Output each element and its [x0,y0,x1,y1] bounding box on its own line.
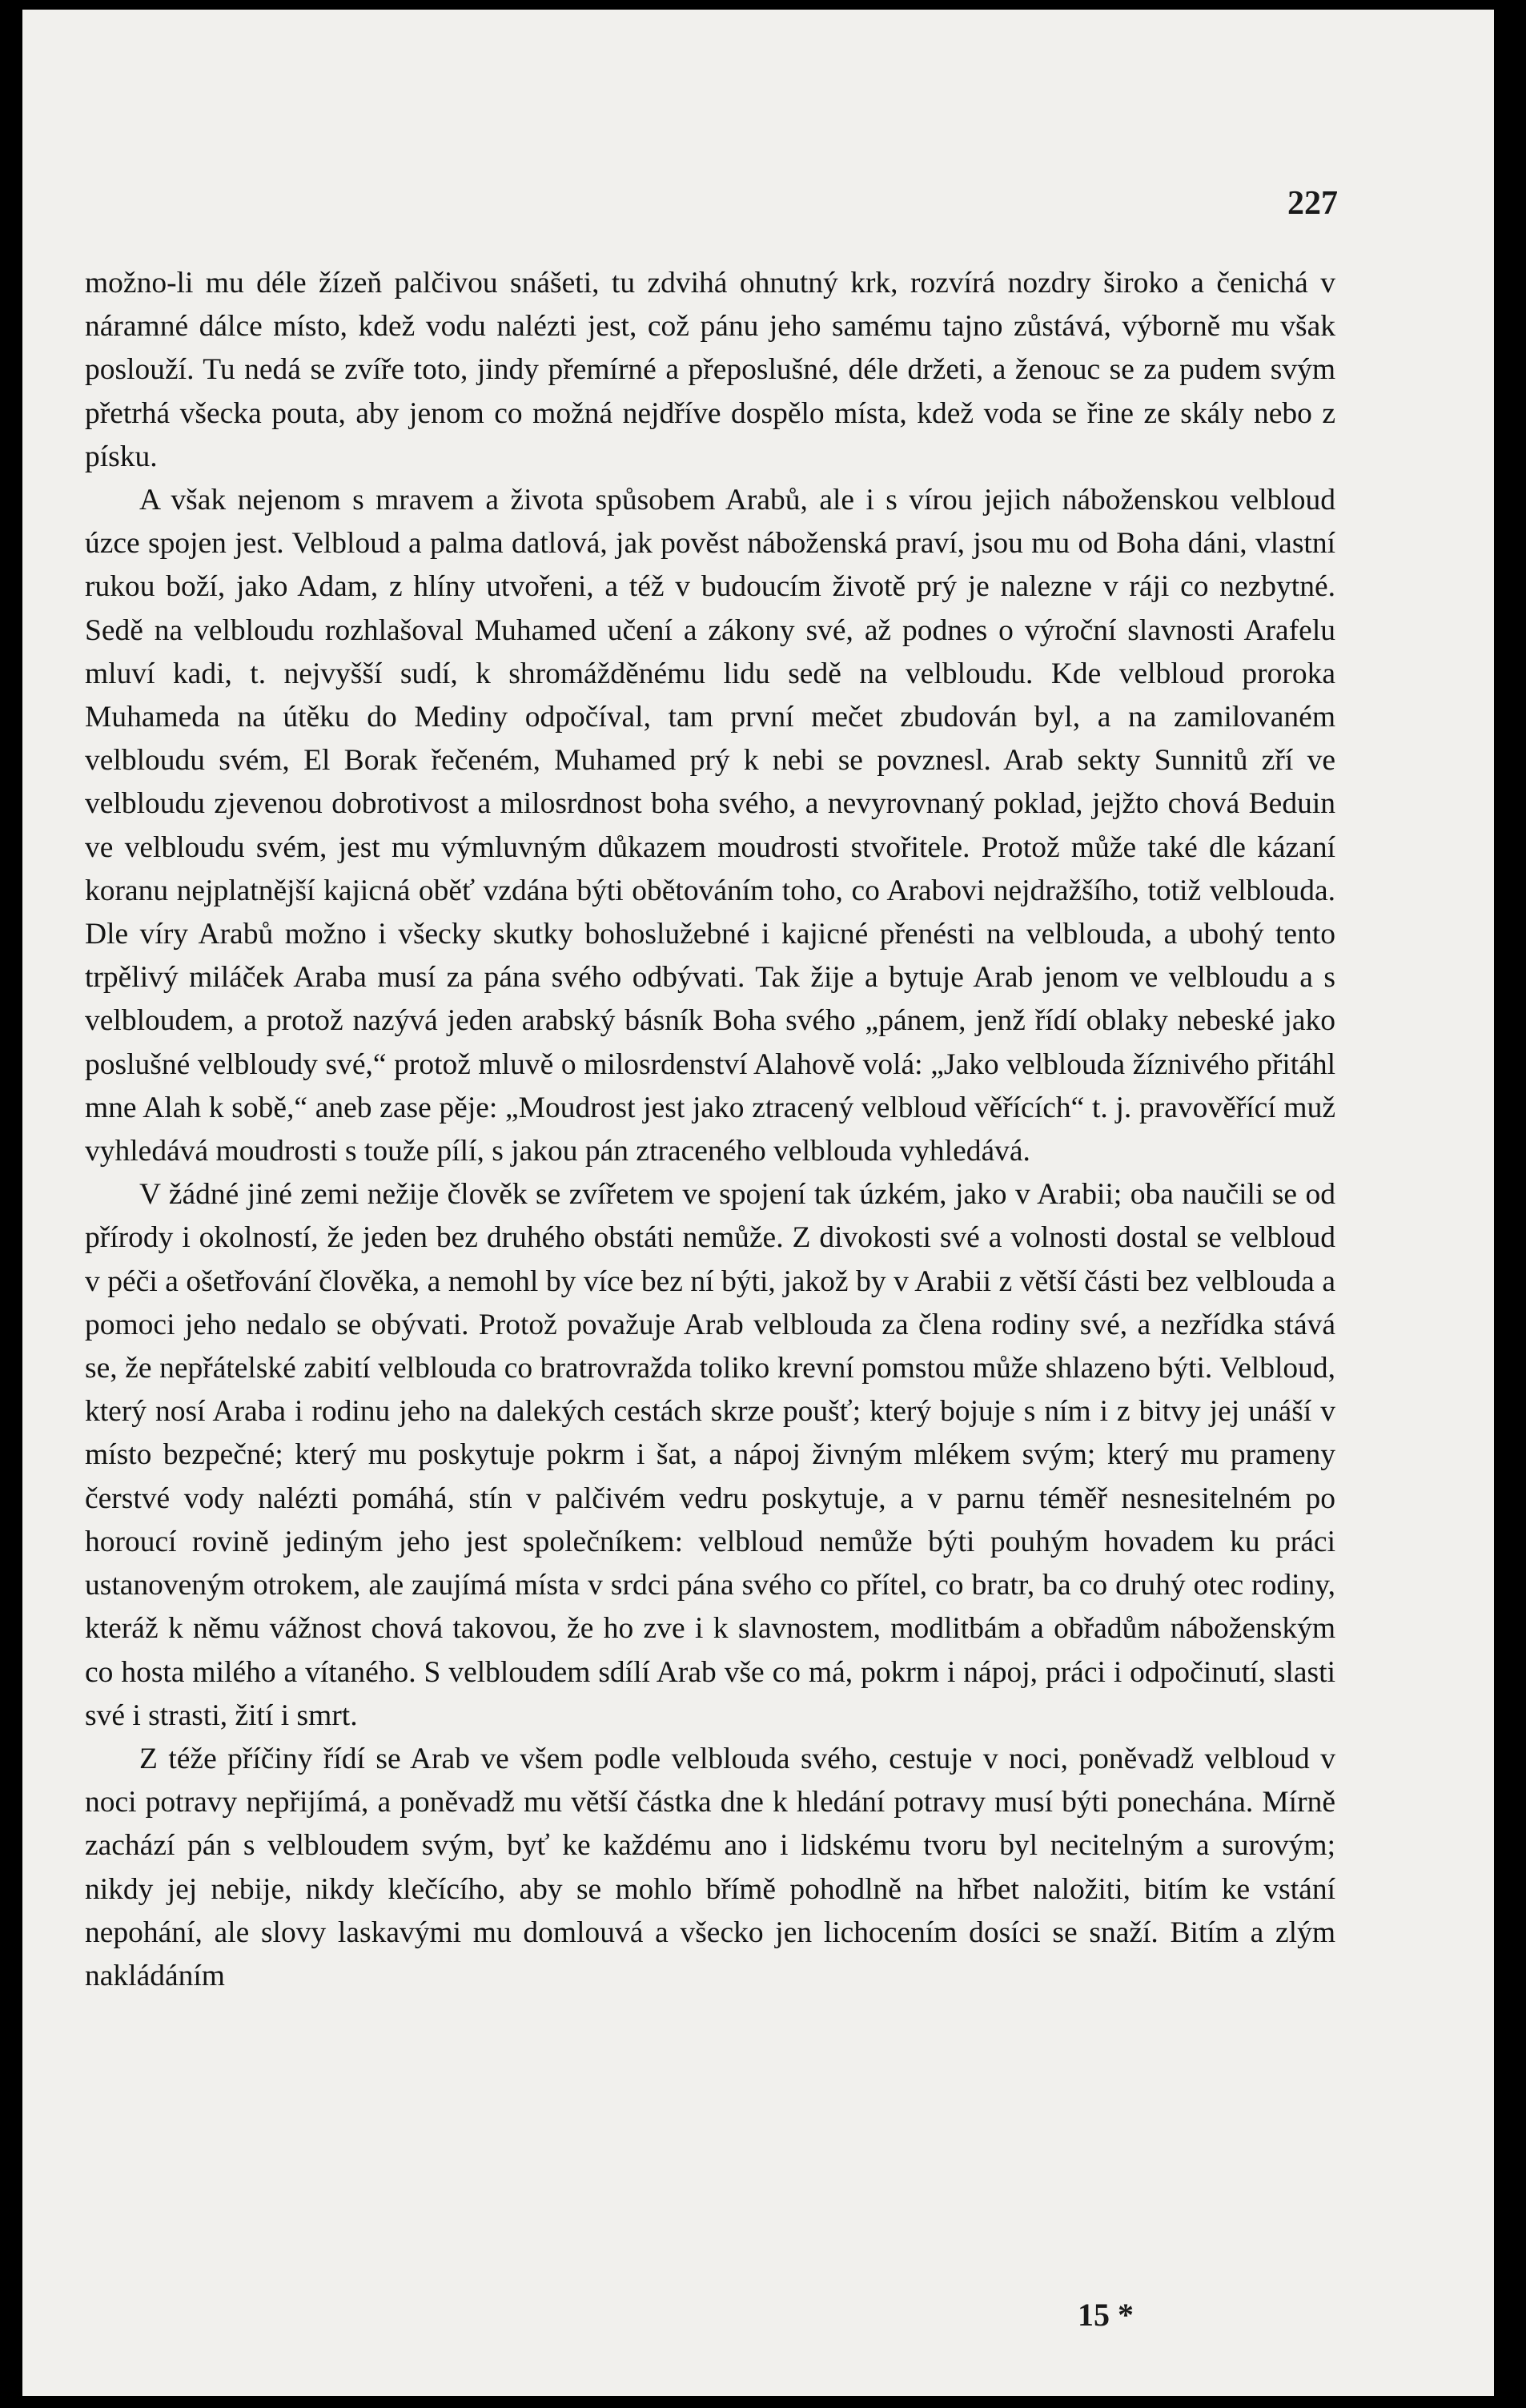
body-text [85,262,1335,1998]
paragraph-2: A však nejenom s mravem a života spůsobem Arabů, ale i s vírou jejich náboženskou velbloud úzce spojen jest. Velbloud a palma datlová, jak pověst náboženská praví, jsou mu od Boha dáni, vlastní rukou boží, jako Adam, z hlíny utvořeni, a též v budoucím životě prý je nalezne v ráji co nezbytné. Sedě na velbloudu rozhlašoval Muhamed učení a zákony své, až podnes o výroční slavnosti Arafelu mluví kadi, t. nejvyšší sudí, k shromážděnému lidu sedě na velbloudu. Kde velbloud proroka Muhameda na útěku do Mediny odpočíval, tam první mečet zbudován byl, a na zamilovaném velbloudu svém, El Borak řečeném, Muhamed prý k nebi se povznesl. Arab sekty Sunnitů zří ve velbloudu zjevenou dobrotivost a milosrdnost boha svého, a nevyrovnaný poklad, jejžto chová Beduin ve velbloudu svém, jest mu výmluvným důkazem moudrosti stvořitele. Protož může také dle kázaní koranu nejplatnější kajicná oběť vzdána býti obětováním toho, co Arabovi nejdražšího, totiž velblouda. Dle víry Arabů možno i všecky skutky bohoslužebné i kajicné přenésti na velblouda, a ubohý tento trpělivý miláček Araba musí za pána svého odbývati. Tak žije a bytuje Arab jenom ve velbloudu a s velbloudem, a protož nazývá jeden arabský básník Boha svého „pánem, jenž řídí oblaky nebeské jako poslušné velbloudy své,“ protož mluvě o milosrdenství Alahově volá: „Jako velblouda žíznivého přitáhl mne Alah k sobě,“ aneb zase pěje: „Moudrost jest jako ztracený velbloud věřících“ t. j. pravověřící muž vyhledává moudrosti s touže pílí, s jakou pán ztraceného velblouda vyhledává. [85,484,1335,1168]
paragraph-4: Z téže příčiny řídí se Arab ve všem podle velblouda svého, cestuje v noci, poněvadž velbloud v noci potravy nepřijímá, a poněvadž mu větší částka dne k hledání potravy musí býti ponechána. Mírně zachází pán s velbloudem svým, byť ke každému ano i lidskému tvoru byl necitelným a surovým; nikdy jej nebije, nikdy klečícího, aby se mohlo břímě pohodlně na hřbet naložiti, bitím ke vstání nepohání, ale slovy laskavými mu domlouvá a všecko jen lichocením dosíci se snaží. Bitím a zlým nakládáním [85,1742,1335,1992]
book-page [22,10,1494,2396]
signature-mark: 15 * [1078,2297,1134,2333]
paragraph-3: V žádné jiné zemi nežije člověk se zvířetem ve spojení tak úzkém, jako v Arabii; oba naučili se od přírody i okolností, že jeden bez druhého obstáti nemůže. Z divokosti své a volnosti dostal se velbloud v péči a ošetřování člověka, a nemohl by více bez ní býti, jakož by v Arabii z větší části bez velblouda a pomoci jeho nedalo se obývati. Protož považuje Arab velblouda za člena rodiny své, a nezřídka stává se, že nepřátelské zabití velblouda co bratrovražda toliko krevní pomstou může shlazeno býti. Velbloud, který nosí Araba i rodinu jeho na dalekých cestách skrze poušť; který bojuje s ním i z bitvy jej unáší v místo bezpečné; který mu poskytuje pokrm i šat, a nápoj živným mlékem svým; který mu prameny čerstvé vody nalézti pomáhá, stín v palčivém vedru poskytuje, a v parnu téměř nesnesitelném po horoucí rovině jediným jeho jest společníkem: velbloud nemůže býti pouhým hovadem ku práci ustanoveným otrokem, ale zaujímá místa v srdci pána svého co přítel, co bratr, ba co druhý otec rodiny, kteráž k němu vážnost chová takovou, že ho zve i k slavnostem, modlitbám a obřadům náboženským co hosta milého a vítaného. S velbloudem sdílí Arab vše co má, pokrm i nápoj, práci i odpočinutí, slasti své i strasti, žití i smrt. [85,1178,1335,1732]
paragraph-1: možno-li mu déle žízeň palčivou snášeti, tu zdvihá ohnutný krk, rozvírá nozdry široko a čenichá v náramné dálce místo, kdež vodu nalézti jest, což pánu jeho samému tajno zůstává, výborně mu však poslouží. Tu nedá se zvíře toto, jindy přemírné a přeposlušné, déle držeti, a ženouc se za pudem svým přetrhá všecka pouta, aby jenom co možná nejdříve dospělo místa, kdež voda se řine ze skály nebo z písku. [85,267,1335,473]
page-number: 227 [1287,185,1338,222]
